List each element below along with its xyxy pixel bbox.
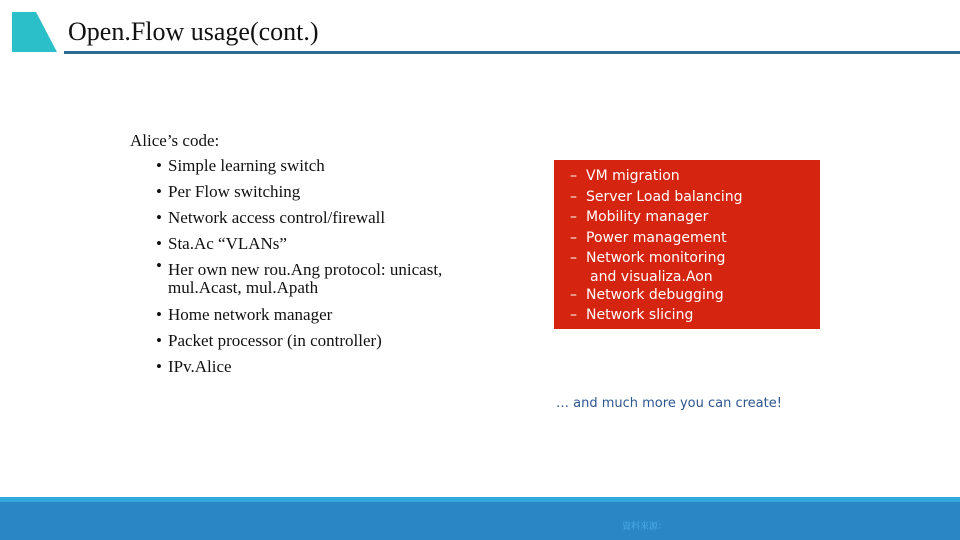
application-item xyxy=(570,187,820,208)
title-underline xyxy=(64,51,960,54)
bullet-marker: • xyxy=(156,182,162,201)
application-text: Server Load balancing xyxy=(586,188,743,205)
bullet-text: Simple learning switch xyxy=(168,156,325,175)
bullet-text: Per Flow switching xyxy=(168,182,301,201)
bullet-list xyxy=(130,153,530,379)
bullet-marker: • xyxy=(156,357,162,376)
bullet-item xyxy=(156,205,530,230)
bullet-marker: • xyxy=(156,208,162,227)
bullet-item xyxy=(156,302,530,327)
bullet-marker: • xyxy=(156,234,162,253)
source-label: 資料來源： xyxy=(622,522,668,532)
application-text: VM migration xyxy=(586,168,680,184)
application-text: Power management xyxy=(586,229,727,246)
bullet-text: Network access control/firewall xyxy=(168,208,386,227)
application-item xyxy=(570,285,820,306)
bullet-content xyxy=(130,128,530,380)
dash-marker: – xyxy=(570,250,577,266)
application-item xyxy=(570,207,820,228)
bullet-marker: • xyxy=(156,156,162,175)
dash-marker: – xyxy=(570,209,577,225)
dash-marker: – xyxy=(570,168,577,184)
application-item xyxy=(570,248,820,285)
footer-bar xyxy=(0,497,960,540)
bullet-marker: • xyxy=(156,256,162,275)
title-decoration xyxy=(0,0,60,56)
dash-marker: – xyxy=(570,307,577,323)
application-text: Network monitoring xyxy=(586,250,726,266)
applications-box xyxy=(554,160,820,329)
bullet-item xyxy=(156,354,530,379)
bullet-item xyxy=(156,328,530,353)
bullet-text: Sta.Ac “VLANs” xyxy=(168,234,287,253)
footer-accent-stripe xyxy=(0,497,960,502)
bullet-item xyxy=(156,153,530,178)
application-text: Network debugging xyxy=(586,286,724,303)
dash-marker: – xyxy=(570,229,577,246)
bullet-text: Home network manager xyxy=(168,305,333,324)
bullet-item xyxy=(156,231,530,256)
applications-list xyxy=(570,166,820,326)
application-item xyxy=(570,166,820,187)
application-text-continued: and visualiza.Aon xyxy=(590,268,713,285)
application-text: Network slicing xyxy=(586,307,694,323)
bullet-text: Packet processor (in controller) xyxy=(168,331,382,350)
dash-marker: – xyxy=(570,188,577,205)
bullet-text-continued: mul.Acast, mul.Apath xyxy=(168,278,319,297)
bullet-item xyxy=(156,257,530,301)
bullet-text: IPv.Alice xyxy=(168,357,232,376)
application-item xyxy=(570,228,820,249)
more-caption: … and much more you can create! xyxy=(556,396,782,411)
bullet-item xyxy=(156,179,530,204)
application-item xyxy=(570,305,820,326)
intro-text: Alice’s code: xyxy=(130,131,220,150)
bullet-text: Her own new rou.Ang protocol: unicast, xyxy=(168,260,443,279)
application-text: Mobility manager xyxy=(586,209,709,225)
dash-marker: – xyxy=(570,286,577,303)
bullet-marker: • xyxy=(156,305,162,324)
slide-title: Open.Flow usage(cont.) xyxy=(68,17,319,46)
bullet-marker: • xyxy=(156,331,162,350)
